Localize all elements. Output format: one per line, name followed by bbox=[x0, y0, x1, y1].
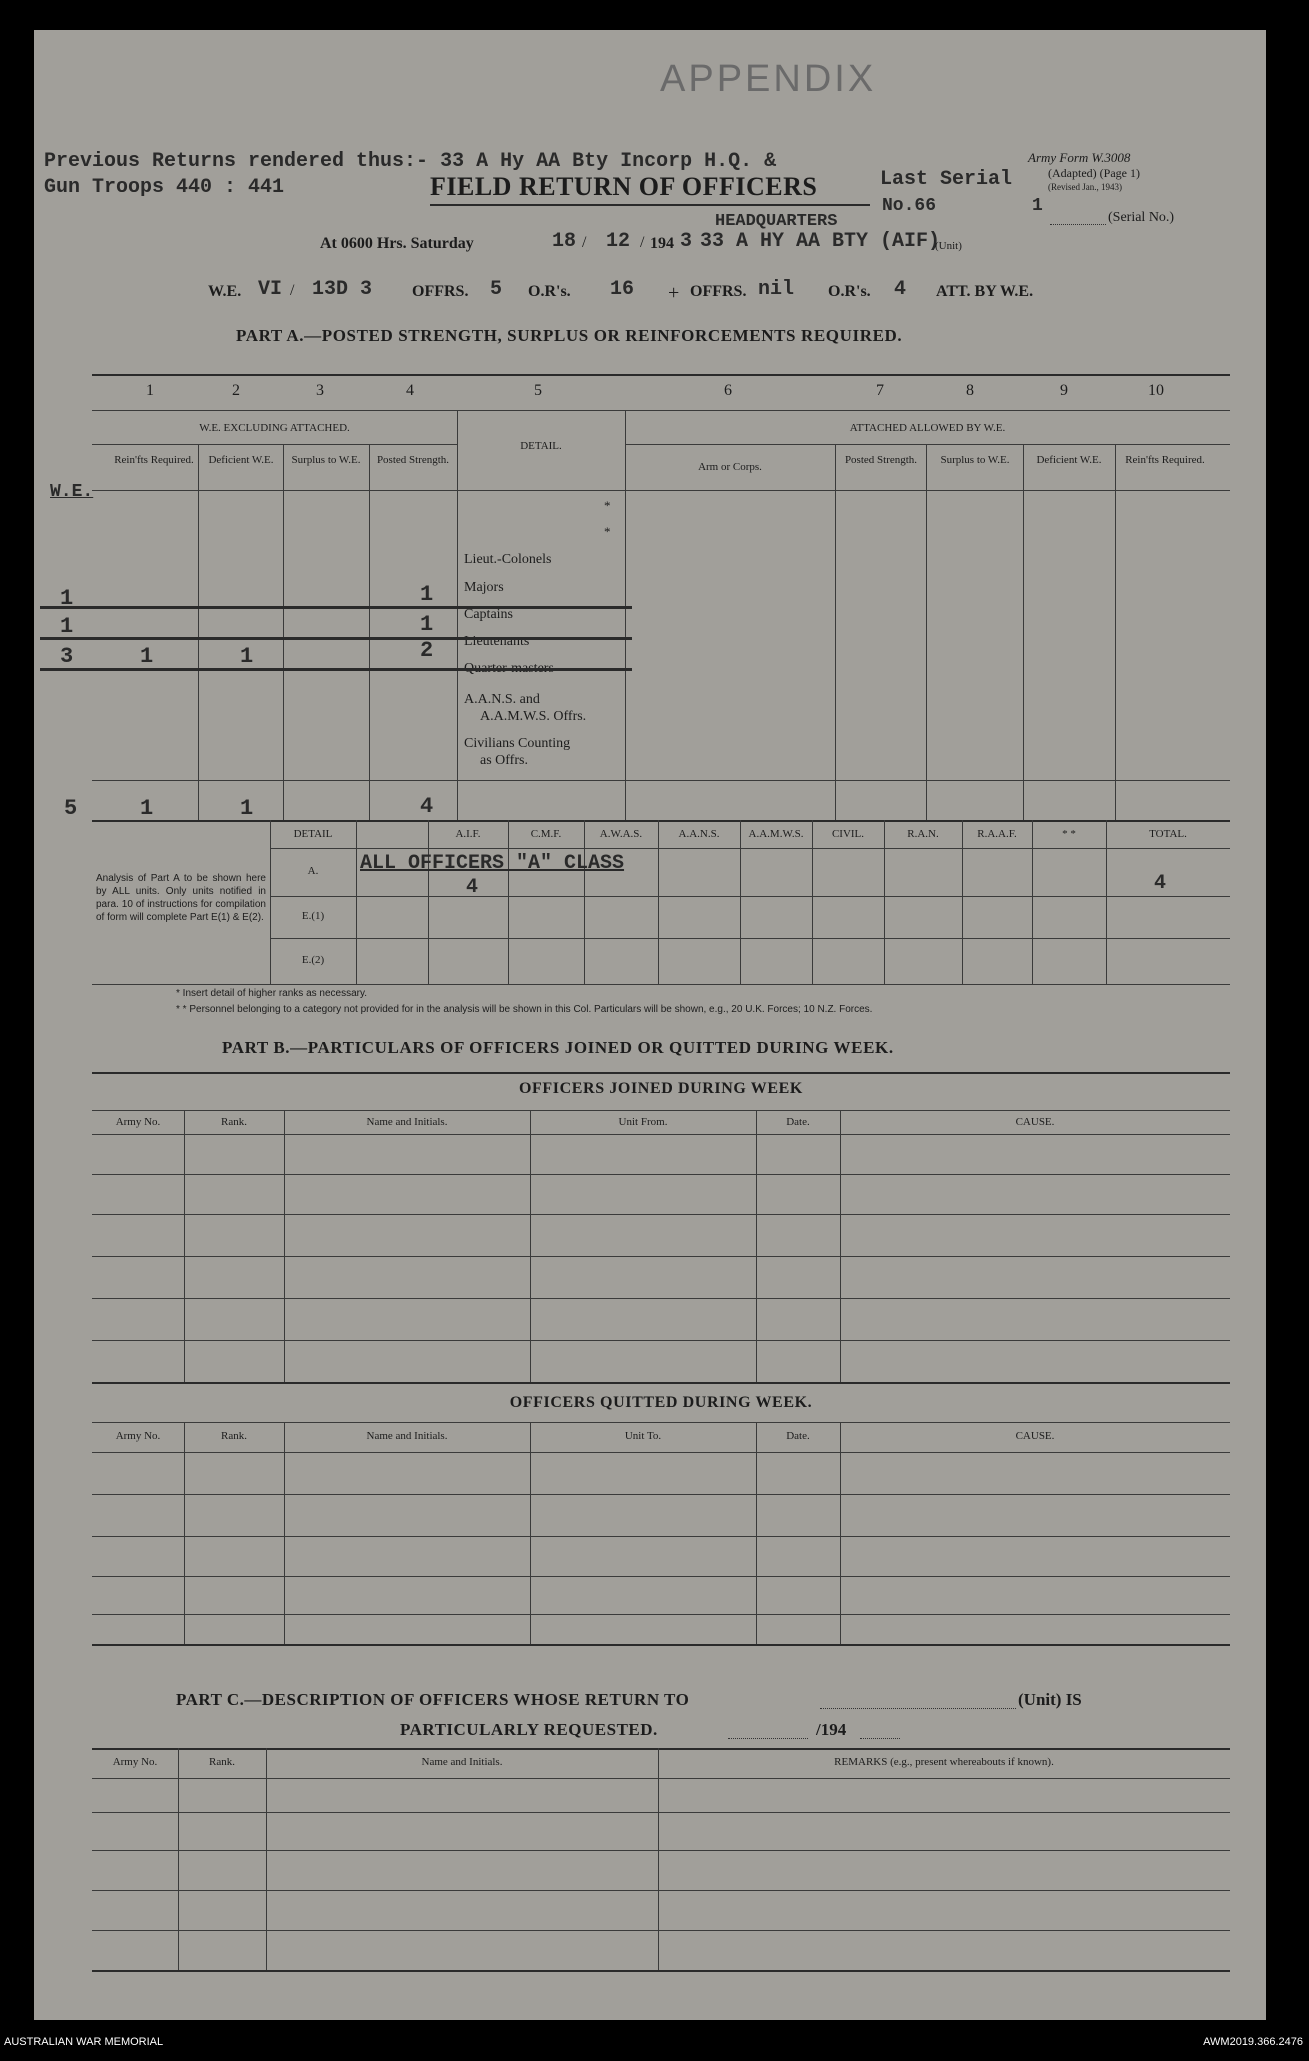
all-officers-class: ALL OFFICERS "A" CLASS bbox=[360, 852, 625, 875]
asterisk-2: * bbox=[604, 524, 611, 539]
joined-header-army-no: Army No. bbox=[115, 1116, 161, 1128]
part-b-title: PART B.—PARTICULARS OF OFFICERS JOINED OR QUITTED DURING WEEK. bbox=[222, 1038, 894, 1057]
quitted-header-date: Date. bbox=[786, 1430, 810, 1442]
part-c-header-rank: Rank. bbox=[209, 1756, 235, 1768]
rank-as-offrs: as Offrs. bbox=[480, 753, 528, 768]
total-posted: 4 bbox=[420, 794, 434, 819]
captains-we: 1 bbox=[60, 614, 74, 639]
col-number: 6 bbox=[724, 382, 732, 399]
col-header-detail: DETAIL. bbox=[520, 440, 562, 452]
analysis-header-detail: DETAIL bbox=[293, 828, 333, 840]
total-value: 4 bbox=[1154, 872, 1167, 895]
col-header-deficient: Deficient W.E. bbox=[208, 454, 274, 466]
col-number: 5 bbox=[534, 382, 542, 399]
date-year-suffix: 3 bbox=[680, 230, 693, 253]
joined-header-rank: Rank. bbox=[221, 1116, 247, 1128]
col-header-surplus-att: Surplus to W.E. bbox=[940, 454, 1010, 466]
offrs2-label: OFFRS. bbox=[690, 283, 747, 300]
last-serial-text: Last Serial bbox=[880, 168, 1013, 191]
quitted-header-cause: CAUSE. bbox=[1015, 1430, 1055, 1442]
analysis-row-a: A. bbox=[307, 865, 319, 877]
ors2-value: 4 bbox=[894, 278, 907, 301]
headquarters-typed: HEADQUARTERS bbox=[715, 212, 838, 231]
part-c-unit-is: (Unit) IS bbox=[1018, 1690, 1082, 1709]
lieut-posted: 2 bbox=[420, 638, 434, 663]
appendix-annotation: APPENDIX bbox=[660, 58, 877, 100]
analysis-row-e2: E.(2) bbox=[301, 954, 325, 966]
asterisk-1: * bbox=[604, 498, 611, 513]
col-header-deficient-att: Deficient W.E. bbox=[1036, 454, 1102, 466]
majors-we: 1 bbox=[60, 586, 74, 611]
total-deficient: 1 bbox=[240, 796, 254, 821]
serial-value: 1 bbox=[1032, 196, 1043, 216]
col-number: 10 bbox=[1148, 382, 1164, 399]
rank-majors: Majors bbox=[464, 580, 504, 595]
analysis-header-cmf: C.M.F. bbox=[530, 828, 562, 840]
joined-header-unit-from: Unit From. bbox=[618, 1116, 668, 1128]
footer-right: AWM2019.366.2476 bbox=[1203, 2036, 1303, 2048]
col-number: 3 bbox=[316, 382, 324, 399]
joined-title: OFFICERS JOINED DURING WEEK bbox=[519, 1080, 803, 1097]
part-c-header-name: Name and Initials. bbox=[421, 1756, 503, 1768]
we-value-1: VI bbox=[258, 278, 283, 301]
attached-allowed-header: ATTACHED ALLOWED BY W.E. bbox=[849, 422, 1006, 434]
unit-typed: 33 A HY AA BTY (AIF) bbox=[700, 230, 941, 253]
analysis-header-total: TOTAL. bbox=[1149, 828, 1187, 840]
analysis-header-other: * * bbox=[1062, 828, 1076, 840]
we-excluding-header: W.E. EXCLUDING ATTACHED. bbox=[199, 422, 350, 434]
part-c-line1: PART C.—DESCRIPTION OF OFFICERS WHOSE RETURN TO bbox=[176, 1690, 690, 1709]
date-year-prefix: 194 bbox=[650, 235, 674, 252]
rank-lieutenants: Lieutenants bbox=[464, 634, 530, 649]
quitted-header-unit-to: Unit To. bbox=[624, 1430, 662, 1442]
col-header-posted-att: Posted Strength. bbox=[844, 454, 918, 466]
part-c-header-army-no: Army No. bbox=[112, 1756, 158, 1768]
footnote-1: * Insert detail of higher ranks as necessary. bbox=[176, 988, 368, 999]
rank-aamws: A.A.M.W.S. Offrs. bbox=[480, 709, 587, 724]
serial-no-typed: No.66 bbox=[882, 196, 937, 216]
form-title: FIELD RETURN OF OFFICERS bbox=[430, 172, 818, 201]
lieut-reinf: 1 bbox=[140, 644, 154, 669]
total-reinf: 1 bbox=[140, 796, 154, 821]
army-form-label: Army Form W.3008 bbox=[1028, 150, 1131, 165]
offrs2-value: nil bbox=[758, 278, 795, 301]
we-value-2: 13D 3 bbox=[312, 278, 373, 301]
col-number: 7 bbox=[876, 382, 884, 399]
col-header-reinfts-att: Rein'fts Required. bbox=[1125, 454, 1205, 466]
previous-returns-text: Previous Returns rendered thus:- 33 A Hy AA Bty Incorp H.Q. & bbox=[44, 150, 777, 173]
part-c-header-remarks: REMARKS (e.g., present whereabouts if known). bbox=[834, 1756, 1054, 1768]
analysis-header-awas: A.W.A.S. bbox=[599, 828, 643, 840]
captains-posted: 1 bbox=[420, 612, 434, 637]
plus-sign: + bbox=[668, 282, 680, 304]
col-number: 4 bbox=[406, 382, 414, 399]
att-label: ATT. BY W.E. bbox=[936, 283, 1034, 300]
quitted-header-name: Name and Initials. bbox=[366, 1430, 448, 1442]
col-number: 2 bbox=[232, 382, 240, 399]
analysis-header-aamws: A.A.M.W.S. bbox=[748, 828, 804, 840]
revised-label: (Revised Jan., 1943) bbox=[1048, 182, 1122, 192]
analysis-header-aif: A.I.F. bbox=[455, 828, 481, 840]
total-we: 5 bbox=[64, 796, 78, 821]
quitted-header-rank: Rank. bbox=[221, 1430, 247, 1442]
ors-value: 16 bbox=[610, 278, 635, 301]
rank-aans: A.A.N.S. and bbox=[464, 692, 540, 707]
we-label: W.E. bbox=[208, 283, 242, 300]
part-c-line2: PARTICULARLY REQUESTED. bbox=[400, 1720, 658, 1739]
footer-left: AUSTRALIAN WAR MEMORIAL bbox=[4, 2036, 164, 2048]
date-day: 18 bbox=[552, 230, 577, 253]
part-c-date-tail: /194 bbox=[816, 1720, 847, 1739]
col-header-reinfts: Rein'fts Required. bbox=[114, 454, 194, 466]
lieut-we: 3 bbox=[60, 644, 74, 669]
joined-header-cause: CAUSE. bbox=[1015, 1116, 1055, 1128]
col-number: 9 bbox=[1060, 382, 1068, 399]
rank-civilians: Civilians Counting bbox=[464, 736, 571, 751]
we-margin-label: W.E. bbox=[50, 482, 94, 502]
at-line-label: At 0600 Hrs. Saturday bbox=[320, 235, 474, 252]
col-header-arm: Arm or Corps. bbox=[698, 461, 762, 473]
aif-value: 4 bbox=[466, 876, 479, 899]
analysis-header-raaf: R.A.A.F. bbox=[977, 828, 1017, 840]
quitted-title: OFFICERS QUITTED DURING WEEK. bbox=[509, 1394, 813, 1411]
ors-label: O.R's. bbox=[528, 283, 571, 300]
analysis-row-e1: E.(1) bbox=[301, 910, 325, 922]
rank-lieut-colonels: Lieut.-Colonels bbox=[464, 552, 552, 567]
date-month: 12 bbox=[606, 230, 631, 253]
analysis-header-aans: A.A.N.S. bbox=[678, 828, 720, 840]
col-header-posted: Posted Strength. bbox=[376, 454, 450, 466]
col-header-surplus: Surplus to W.E. bbox=[291, 454, 361, 466]
ors2-label: O.R's. bbox=[828, 283, 871, 300]
joined-header-date: Date. bbox=[786, 1116, 810, 1128]
part-a-title: PART A.—POSTED STRENGTH, SURPLUS OR REINFORCEMENTS REQUIRED. bbox=[236, 326, 903, 345]
rank-captains: Captains bbox=[464, 607, 513, 622]
title-underline bbox=[430, 204, 870, 206]
gun-troops-text: Gun Troops 440 : 441 bbox=[44, 176, 285, 199]
footnote-2: * * Personnel belonging to a category not provided for in the analysis will be shown in this Col. Particulars will be shown, e.g., 20 U.K. Forces; 10 N.Z. Forces. bbox=[176, 1004, 873, 1015]
analysis-header-civil: CIVIL. bbox=[831, 828, 865, 840]
offrs-label: OFFRS. bbox=[412, 283, 469, 300]
serial-label: (Serial No.) bbox=[1108, 210, 1175, 225]
unit-label: (Unit) bbox=[935, 240, 962, 252]
analysis-note: Analysis of Part A to be shown here by ALL units. Only units notified in para. 10 of instructions for compilation of form will complete Part E(1) & E(2). bbox=[96, 873, 266, 923]
joined-header-name: Name and Initials. bbox=[366, 1116, 448, 1128]
analysis-header-ran: R.A.N. bbox=[907, 828, 939, 840]
rank-quartermasters: Quarter-masters bbox=[464, 661, 554, 676]
col-number: 8 bbox=[966, 382, 974, 399]
majors-posted: 1 bbox=[420, 582, 434, 607]
adapted-label: (Adapted) (Page 1) bbox=[1048, 166, 1140, 180]
quitted-header-army-no: Army No. bbox=[115, 1430, 161, 1442]
offrs-value: 5 bbox=[490, 278, 503, 301]
col-number: 1 bbox=[146, 382, 154, 399]
lieut-deficient: 1 bbox=[240, 644, 254, 669]
